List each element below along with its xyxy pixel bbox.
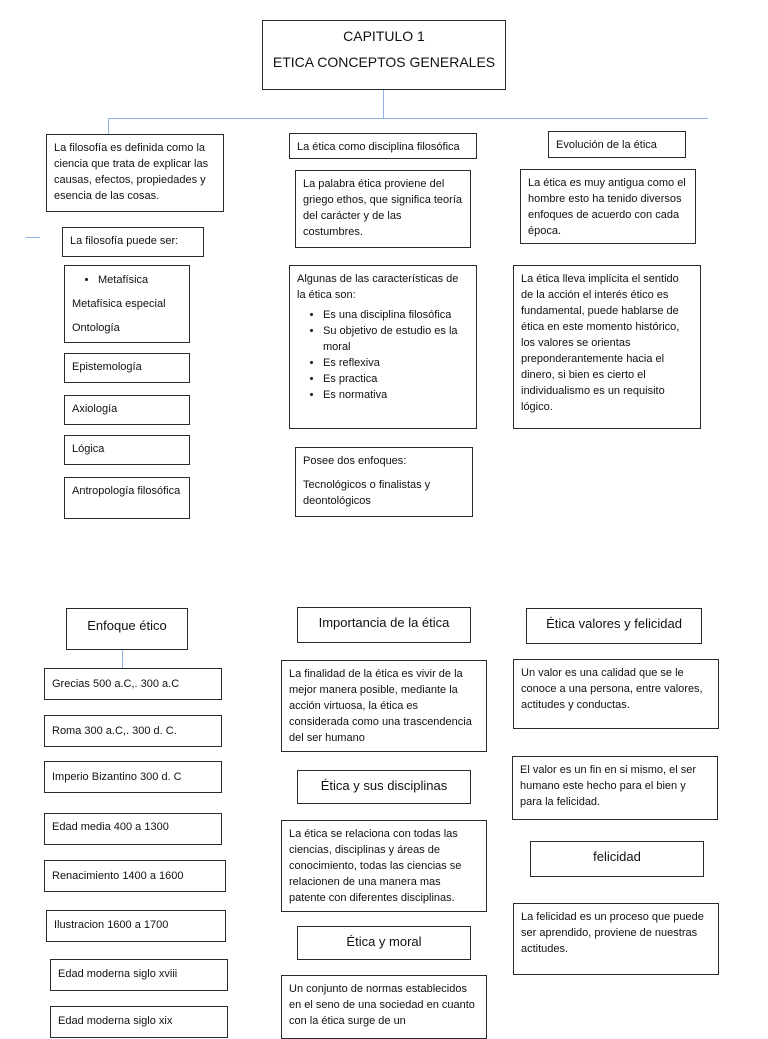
chapter-title-box bbox=[262, 20, 506, 90]
palabra-etica-text: La palabra ética proviene del griego ethos, que significa teoría del carácter y de las costumbres. bbox=[303, 178, 462, 238]
valor-fin-box bbox=[512, 756, 718, 820]
metafisica-box bbox=[64, 265, 190, 343]
caracteristicas-box bbox=[289, 265, 477, 429]
enfoque-item-box bbox=[50, 1006, 228, 1038]
evolucion-title: Evolución de la ética bbox=[556, 139, 657, 151]
filosofia-definition-box bbox=[46, 134, 224, 212]
valores-title-box bbox=[526, 608, 702, 644]
enfoque-etico-title-box bbox=[66, 608, 188, 650]
logica-box bbox=[64, 435, 190, 465]
chapter-title: ETICA CONCEPTOS GENERALES bbox=[272, 54, 496, 70]
disciplina-title: La ética como disciplina filosófica bbox=[297, 141, 460, 153]
enfoque-item-box bbox=[44, 860, 226, 892]
logica-text: Lógica bbox=[72, 443, 105, 455]
felicidad-text: La felicidad es un proceso que puede ser aprendido, proviene de nuestras actitudes. bbox=[521, 911, 704, 955]
etica-antigua-box bbox=[520, 169, 696, 244]
connector-enfoque-drop bbox=[122, 650, 123, 668]
antropologia-text: Antropología filosófica bbox=[72, 485, 181, 497]
enfoque-item-box bbox=[44, 761, 222, 793]
enfoque-item-box bbox=[50, 959, 228, 991]
valor-fin-text: El valor es un fin en si mismo, el ser humano este hecho para el bien y para la felicidad. bbox=[520, 764, 697, 808]
importancia-title: Importancia de la ética bbox=[318, 615, 450, 630]
caracteristicas-intro: Algunas de las características de la ética son: bbox=[297, 273, 459, 301]
caracteristicas-list bbox=[297, 307, 469, 403]
valores-title: Ética valores y felicidad bbox=[546, 616, 682, 631]
enfoque-item-text: Edad moderna siglo xviii bbox=[58, 968, 178, 980]
enfoque-item-box bbox=[44, 668, 222, 700]
ontologia-item: Ontología bbox=[72, 322, 120, 334]
disciplinas-text-box bbox=[281, 820, 487, 912]
caracteristica-item: • Es reflexiva bbox=[323, 355, 469, 371]
metafisica-especial-item: Metafísica especial bbox=[72, 298, 166, 310]
moral-title: Ética y moral bbox=[346, 934, 422, 949]
caracteristica-item: • Su objetivo de estudio es la moral bbox=[323, 323, 469, 355]
disciplinas-text: La ética se relaciona con todas las ciencias, disciplinas y áreas de conocimiento, todas las ciencias se relacionen de una manera mas patente con diferentes disciplinas. bbox=[289, 828, 462, 904]
antropologia-box bbox=[64, 477, 190, 519]
epistemologia-box bbox=[64, 353, 190, 383]
enfoque-item-text: Edad media 400 a 1300 bbox=[52, 821, 169, 833]
etica-implicita-box bbox=[513, 265, 701, 429]
enfoque-item-box bbox=[44, 715, 222, 747]
enfoque-item-text: Edad moderna siglo xix bbox=[58, 1015, 173, 1027]
felicidad-title-box bbox=[530, 841, 704, 877]
valor-definicion-box bbox=[513, 659, 719, 729]
disciplina-title-box bbox=[289, 133, 477, 159]
etica-implicita-text: La ética lleva implícita el sentido de la acción el interés ético es fundamental, puede hablarse de ética en este momento histórico, los valores se orientas preponderantemente hacia el dinero, si bien es cierto el individualismo es un requisito lógico. bbox=[521, 273, 680, 413]
enfoque-item-text: Imperio Bizantino 300 d. C bbox=[52, 771, 182, 783]
metafisica-item: • Metafísica bbox=[98, 268, 182, 292]
chapter-number: CAPITULO 1 bbox=[343, 28, 425, 44]
filosofia-puede-ser-box bbox=[62, 227, 204, 257]
connector-header-down bbox=[383, 90, 384, 118]
enfoques-text: Tecnológicos o finalistas y deontológicos bbox=[303, 479, 431, 507]
enfoque-item-text: Grecias 500 a.C,. 300 a.C bbox=[52, 678, 180, 690]
importancia-text: La finalidad de la ética es vivir de la mejor manera posible, mediante la acción virtuosa, la ética es considerada como una trascendencia del ser humano bbox=[289, 668, 472, 744]
filosofia-definition-text: La filosofía es definida como la ciencia que trata de explicar las causas, efectos, propiedades y esencia de las cosas. bbox=[54, 142, 209, 202]
disciplinas-title: Ética y sus disciplinas bbox=[320, 778, 448, 793]
importancia-title-box bbox=[297, 607, 471, 643]
evolucion-title-box bbox=[548, 131, 686, 158]
caracteristica-item: • Es una disciplina filosófica bbox=[323, 307, 469, 323]
enfoque-item-text: Ilustracion 1600 a 1700 bbox=[54, 919, 169, 931]
enfoque-item-text: Renacimiento 1400 a 1600 bbox=[52, 870, 184, 882]
importancia-text-box bbox=[281, 660, 487, 752]
connector-left-stub bbox=[26, 237, 40, 238]
moral-text: Un conjunto de normas establecidos en el seno de una sociedad en cuanto con la ética surge de un bbox=[289, 983, 475, 1027]
connector-left-drop bbox=[108, 118, 109, 134]
moral-title-box bbox=[297, 926, 471, 960]
palabra-etica-box bbox=[295, 170, 471, 248]
disciplinas-title-box bbox=[297, 770, 471, 804]
enfoque-item-box bbox=[46, 910, 226, 942]
filosofia-puede-ser-text: La filosofía puede ser: bbox=[70, 235, 179, 247]
felicidad-title: felicidad bbox=[593, 849, 641, 864]
felicidad-text-box bbox=[513, 903, 719, 975]
enfoques-box bbox=[295, 447, 473, 517]
enfoque-item-text: Roma 300 a.C,. 300 d. C. bbox=[52, 725, 177, 737]
valor-definicion-text: Un valor es una calidad que se le conoce a una persona, entre valores, actitudes y conductas. bbox=[521, 667, 703, 711]
caracteristica-item: • Es normativa bbox=[323, 387, 469, 403]
caracteristica-item: • Es practica bbox=[323, 371, 469, 387]
enfoque-item-box bbox=[44, 813, 222, 845]
enfoques-title: Posee dos enfoques: bbox=[303, 455, 407, 467]
connector-horizontal bbox=[108, 118, 708, 119]
enfoque-etico-title: Enfoque ético bbox=[87, 618, 167, 633]
etica-antigua-text: La ética es muy antigua como el hombre esto ha tenido diversos enfoques de acuerdo con cada época. bbox=[528, 177, 686, 237]
axiologia-box bbox=[64, 395, 190, 425]
moral-text-box bbox=[281, 975, 487, 1039]
axiologia-text: Axiología bbox=[72, 403, 118, 415]
epistemologia-text: Epistemología bbox=[72, 361, 142, 373]
